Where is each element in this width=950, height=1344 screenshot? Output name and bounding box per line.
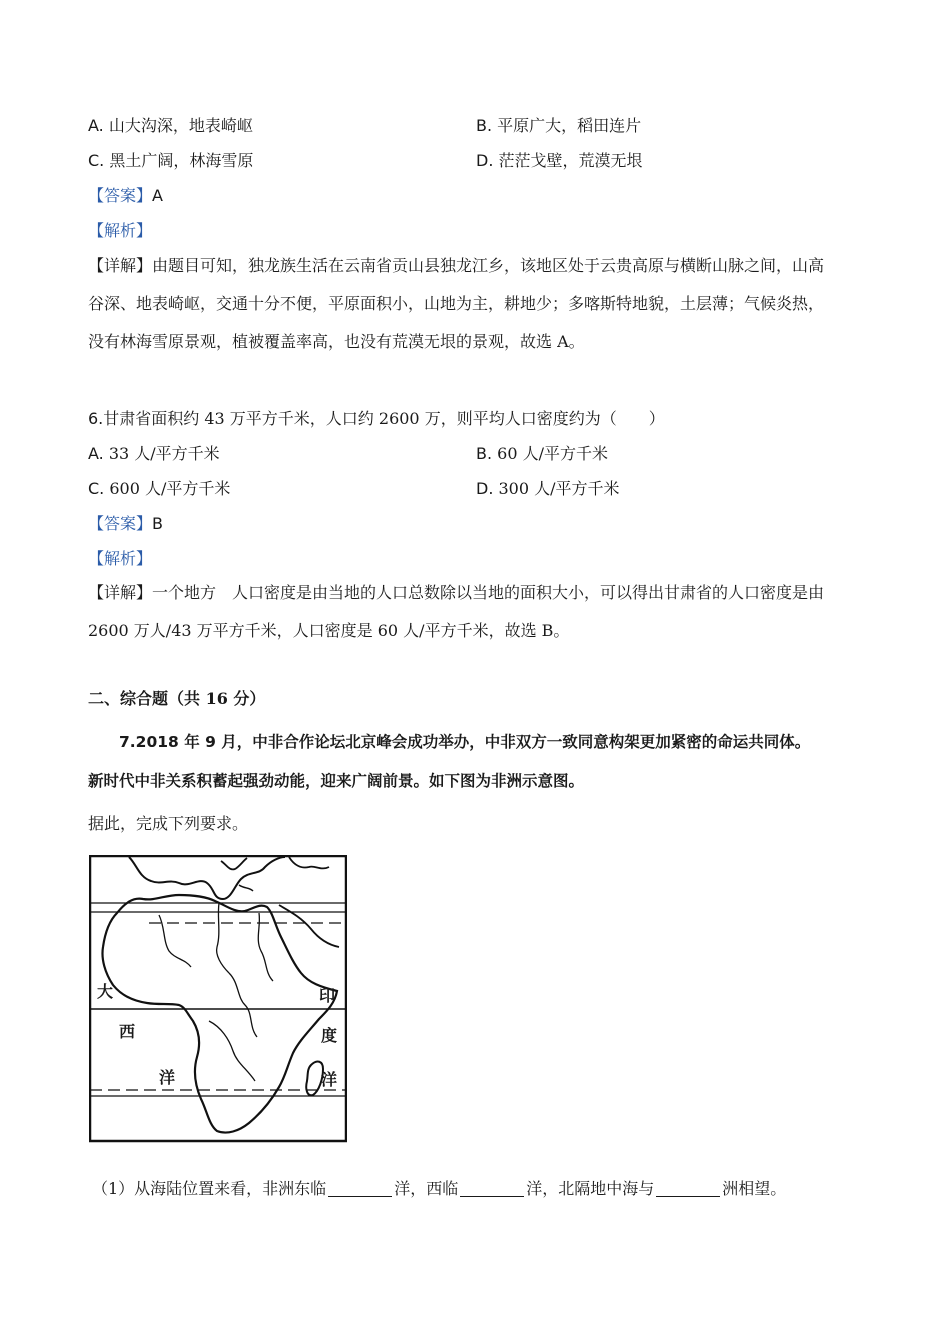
q5-answer xyxy=(88,186,163,206)
detail-text: 由题目可知，独龙族生活在云南省贡山县独龙江乡，该地区处于云贵高原与横断山脉之间，山高 xyxy=(152,256,825,275)
question-text: 甘肃省面积约 43 万平方千米，人口约 2600 万，则平均人口密度约为（ ） xyxy=(103,409,665,428)
option-letter: C. xyxy=(88,479,105,498)
answer-blank[interactable] xyxy=(460,1180,524,1197)
answer-blank[interactable] xyxy=(656,1180,720,1197)
answer-value: B xyxy=(152,514,163,533)
option-text: 60 人/平方千米 xyxy=(497,444,608,463)
option-text: 茫茫戈壁，荒漠无垠 xyxy=(498,151,643,170)
q5-analysis-tag: 【解析】 xyxy=(88,221,153,240)
q5-option-a xyxy=(88,116,253,136)
q6-option-a xyxy=(88,444,220,464)
option-text: 33 人/平方千米 xyxy=(108,444,220,463)
detail-tag: 【详解】 xyxy=(88,583,153,602)
option-letter: D. xyxy=(476,151,494,170)
option-text: 黑土广阔，林海雪原 xyxy=(109,151,254,170)
q7-sub1 xyxy=(92,1179,786,1199)
option-letter: B. xyxy=(476,444,493,463)
detail-tag: 【详解】 xyxy=(88,256,153,275)
q5-detail-line-3: 没有林海雪原景观，植被覆盖率高，也没有荒漠无垠的景观，故选 A。 xyxy=(88,332,585,351)
section-heading: 二、综合题（共 16 分） xyxy=(88,689,266,708)
q7-stem-line-1: 7.2018 年 9 月，中非合作论坛北京峰会成功举办，中非双方一致同意构架更加紧密的命运共同体。 xyxy=(119,733,811,751)
q5-option-d xyxy=(476,151,643,171)
q6-detail-line-1 xyxy=(88,583,824,603)
q6-detail-line-2: 2600 万人/43 万平方千米，人口密度是 60 人/平方千米，故选 B。 xyxy=(88,621,570,640)
answer-value: A xyxy=(152,186,163,205)
africa-map xyxy=(89,855,347,1143)
atlantic-label: 大 xyxy=(97,982,114,1001)
atlantic-label: 洋 xyxy=(159,1068,176,1087)
detail-text: 一个地方 人口密度是由当地的人口总数除以当地的面积大小，可以得出甘肃省的人口密度是由 xyxy=(152,583,825,602)
option-letter: C. xyxy=(88,151,105,170)
option-text: 600 人/平方千米 xyxy=(109,479,231,498)
sub1-text-4: 洲相望。 xyxy=(722,1179,787,1198)
q7-instruction: 据此，完成下列要求。 xyxy=(88,814,249,833)
q6-option-d xyxy=(476,479,620,499)
option-text: 平原广大，稻田连片 xyxy=(497,116,642,135)
q5-detail-line-2: 谷深、地表崎岖，交通十分不便，平原面积小，山地为主，耕地少；多喀斯特地貌，土层薄；气候炎热， xyxy=(88,294,825,313)
q5-option-b xyxy=(476,116,641,136)
option-letter: A. xyxy=(88,444,104,463)
indian-ocean-label: 洋 xyxy=(321,1070,338,1089)
q5-detail-line-1 xyxy=(88,256,824,276)
sub1-text-1: （1）从海陆位置来看，非洲东临 xyxy=(92,1179,327,1198)
sub1-text-3: 洋，北隔地中海与 xyxy=(526,1179,655,1198)
q7-stem-line-2: 新时代中非关系积蓄起强劲动能，迎来广阔前景。如下图为非洲示意图。 xyxy=(88,772,585,790)
q6-option-c xyxy=(88,479,230,499)
atlantic-label: 西 xyxy=(119,1022,136,1041)
option-letter: B. xyxy=(476,116,493,135)
q6-stem xyxy=(88,409,665,429)
q5-option-c xyxy=(88,151,253,171)
option-text: 300 人/平方千米 xyxy=(498,479,620,498)
indian-ocean-label: 度 xyxy=(321,1026,338,1045)
question-number: 6. xyxy=(88,409,104,428)
sub1-text-2: 洋，西临 xyxy=(394,1179,459,1198)
q6-analysis-tag: 【解析】 xyxy=(88,549,153,568)
answer-blank[interactable] xyxy=(328,1180,392,1197)
answer-tag: 【答案】 xyxy=(88,514,153,533)
q6-option-b xyxy=(476,444,608,464)
option-letter: D. xyxy=(476,479,494,498)
answer-tag: 【答案】 xyxy=(88,186,153,205)
q6-answer xyxy=(88,514,163,534)
option-letter: A. xyxy=(88,116,104,135)
option-text: 山大沟深，地表崎岖 xyxy=(108,116,253,135)
indian-ocean-label: 印 xyxy=(319,986,336,1005)
